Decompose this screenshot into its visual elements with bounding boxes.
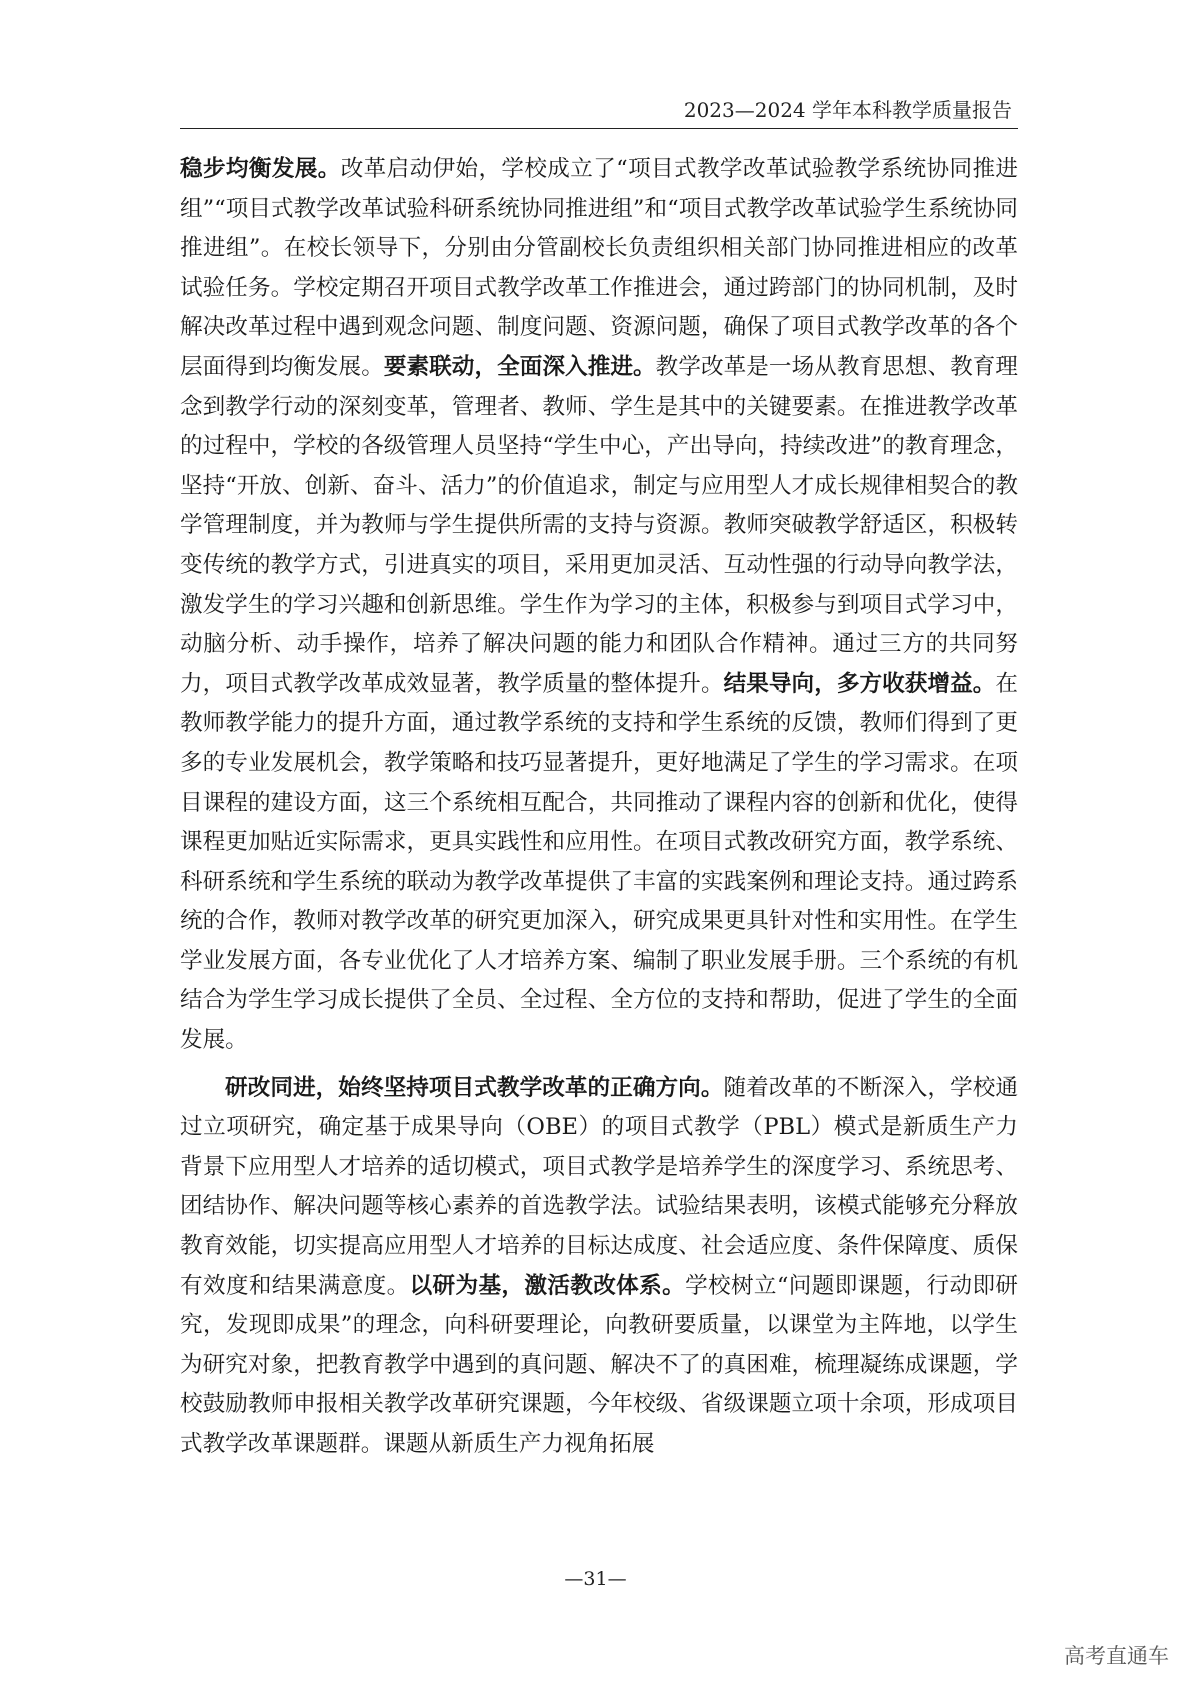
page-number: —31— [564,1568,627,1590]
paragraph-text: 在教师教学能力的提升方面，通过教学系统的支持和学生系统的反馈，教师们得到了更多的专业发展机会，教学策略和技巧显著提升，更好地满足了学生的学习需求。在项目课程的建设方面，这三个系统相互配合，共同推动了课程内容的创新和优化，使得课程更加贴近实际需求，更具实践性和应用性。在项目式教改研究方面，教学系统、科研系统和学生系统的联动为教学改革提供了丰富的实践案例和理论支持。通过跨系统的合作，教师对教学改革的研究更加深入，研究成果更具针对性和实用性。在学生学业发展方面，各专业优化了人才培养方案、编制了职业发展手册。三个系统的有机结合为学生学习成长提供了全员、全过程、全方位的支持和帮助，促进了学生的全面发展。 [180,670,1019,1054]
bold-heading-5: 以研为基，激活教改体系。 [409,1272,686,1299]
paragraph-text: 学校树立“问题即课题，行动即研究，发现即成果”的理念，向科研要理论，向教研要质量，以课堂为主阵地，以学生为研究对象，把教育教学中遇到的真问题、解决不了的真困难，梳理凝练成课题，学校鼓励教师申报相关教学改革研究课题，今年校级、省级课题立项十余项，形成项目式教学改革课题群。课题从新质生产力视角拓展 [180,1272,1019,1457]
paragraph-text: 教学改革是一场从教育思想、教育理念到教学行动的深刻变革，管理者、教师、学生是其中的关键要素。在推进教学改革的过程中，学校的各级管理人员坚持“学生中心，产出导向，持续改进”的教育理念，坚持“开放、创新、奋斗、活力”的价值追求，制定与应用型人才成长规律相契合的教学管理制度，并为教师与学生提供所需的支持与资源。教师突破教学舒适区，积极转变传统的教学方式，引进真实的项目，采用更加灵活、互动性强的行动导向教学法，激发学生的学习兴趣和创新思维。学生作为学习的主体，积极参与到项目式学习中，动脑分析、动手操作，培养了解决问题的能力和团队合作精神。通过三方的共同努力，项目式教学改革成效显著，教学质量的整体提升。 [180,353,1019,697]
bold-heading-1: 稳步均衡发展。 [180,156,341,182]
watermark: 高考直通车 [1064,1644,1169,1668]
paragraph-text: 随着改革的不断深入，学校通过立项研究，确定基于成果导向（OBE）的项目式教学（PBL）模式是新质生产力背景下应用型人才培养的适切模式，项目式教学是培养学生的深度学习、系统思考、团结协作、解决问题等核心素养的首选教学法。试验结果表明，该模式能够充分释放教育效能，切实提高应用型人才培养的目标达成度、社会适应度、条件保障度、质保有效度和结果满意度。 [180,1074,1019,1299]
paragraph-1 [180,150,1018,1061]
bold-heading-4: 研改同进，始终坚持项目式教学改革的正确方向。 [225,1074,724,1101]
header-title: 2023—2024 学年本科教学质量报告 [683,98,1012,122]
paragraph-2 [180,1069,1018,1465]
page-header [180,96,1018,129]
bold-heading-2: 要素联动，全面深入推进。 [383,353,656,380]
body-text [180,150,1018,1465]
paragraph-text: 改革启动伊始，学校成立了“项目式教学改革试验教学系统协同推进组”“项目式教学改革试验科研系统协同推进组”和“项目式教学改革试验学生系统协同推进组”。在校长领导下，分别由分管副校长负责组织相关部门协同推进相应的改革试验任务。学校定期召开项目式教学改革工作推进会，通过跨部门的协同机制，及时解决改革过程中遇到观念问题、制度问题、资源问题，确保了项目式教学改革的各个层面得到均衡发展。 [180,156,1018,380]
bold-heading-3: 结果导向，多方收获增益。 [723,670,996,697]
